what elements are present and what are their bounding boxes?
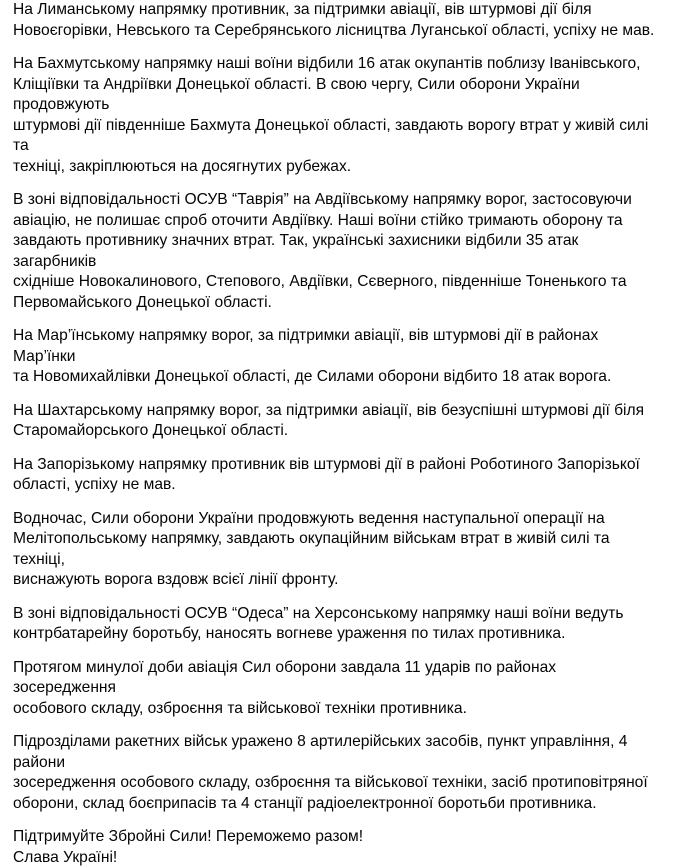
- text-line: особового складу, озброєння та військової техніки противника.: [13, 699, 663, 720]
- text-line: виснажують ворога вздовж всієї лінії фронту.: [13, 570, 663, 591]
- paragraph-bakhmut: [13, 54, 663, 177]
- text-line: На Шахтарському напрямку ворог, за підтримки авіації, вів безуспішні штурмові дії біля: [13, 401, 663, 422]
- text-line: авіацію, не полишає спроб оточити Авдіївку. Наші воїни стійко тримають оборону та: [13, 211, 663, 232]
- text-line: східніше Новокалинового, Степового, Авдіївки, Сєверного, південніше Тоненького та: [13, 272, 663, 293]
- text-line: Старомайорського Донецької області.: [13, 421, 663, 442]
- text-line: завдають противнику значних втрат. Так, українські захисники відбили 35 атак загарбників: [13, 231, 663, 272]
- paragraph-closing: [13, 827, 663, 868]
- text-line: На Бахмутському напрямку наші воїни відбили 16 атак окупантів поблизу Іванівського,: [13, 54, 663, 75]
- paragraph-lyman: [13, 0, 663, 41]
- text-line: та Новомихайлівки Донецької області, де Силами оборони відбито 18 атак ворога.: [13, 367, 663, 388]
- text-line: області, успіху не мав.: [13, 475, 663, 496]
- text-line: Кліщіївки та Андріївки Донецької області. В свою чергу, Сили оборони України продовжують: [13, 75, 663, 116]
- text-line: Мелітопольському напрямку, завдають окупаційним військам втрат в живій силі та техніці,: [13, 529, 663, 570]
- paragraph-shakhtarsk: [13, 401, 663, 442]
- text-line: штурмові дії південніше Бахмута Донецької області, завдають ворогу втрат у живій силі та: [13, 116, 663, 157]
- text-line: техніці, закріплюються на досягнутих рубежах.: [13, 157, 663, 178]
- text-line: Підрозділами ракетних військ уражено 8 артилерійських засобів, пункт управління, 4 райони: [13, 732, 663, 773]
- text-line: оборони, склад боєприпасів та 4 станції радіоелектронної боротьби противника.: [13, 794, 663, 815]
- paragraph-melitopol: [13, 509, 663, 591]
- text-line: зосередження особового складу, озброєння та військової техніки, засіб протиповітряної: [13, 773, 663, 794]
- text-line: контрбатарейну боротьбу, наносять вогневе ураження по тилах противника.: [13, 624, 663, 645]
- paragraph-missile-troops: [13, 732, 663, 814]
- text-line: В зоні відповідальності ОСУВ “Одеса” на Херсонському напрямку наші воїни ведуть: [13, 604, 663, 625]
- text-line: Новоєгорівки, Невського та Серебрянського лісництва Луганської області, успіху не мав.: [13, 21, 663, 42]
- text-line: В зоні відповідальності ОСУВ “Таврія” на Авдіївському напрямку ворог, застосовуючи: [13, 190, 663, 211]
- text-line: Протягом минулої доби авіація Сил оборони завдала 11 ударів по районах зосередження: [13, 658, 663, 699]
- paragraph-marinka: [13, 326, 663, 388]
- paragraph-aviation: [13, 658, 663, 720]
- text-line: Первомайського Донецької області.: [13, 293, 663, 314]
- text-line: На Мар’їнському напрямку ворог, за підтримки авіації, вів штурмові дії в районах Мар’їнки: [13, 326, 663, 367]
- text-line: Слава Україні!: [13, 848, 663, 868]
- text-line: На Запорізькому напрямку противник вів штурмові дії в районі Роботиного Запорізької: [13, 455, 663, 476]
- paragraph-avdiivka: [13, 190, 663, 313]
- text-line: Підтримуйте Збройні Сили! Переможемо разом!: [13, 827, 663, 848]
- paragraph-zaporizhzhia: [13, 455, 663, 496]
- paragraph-kherson: [13, 604, 663, 645]
- text-line: Водночас, Сили оборони України продовжують ведення наступальної операції на: [13, 509, 663, 530]
- text-line: На Лиманському напрямку противник, за підтримки авіації, вів штурмові дії біля: [13, 0, 663, 21]
